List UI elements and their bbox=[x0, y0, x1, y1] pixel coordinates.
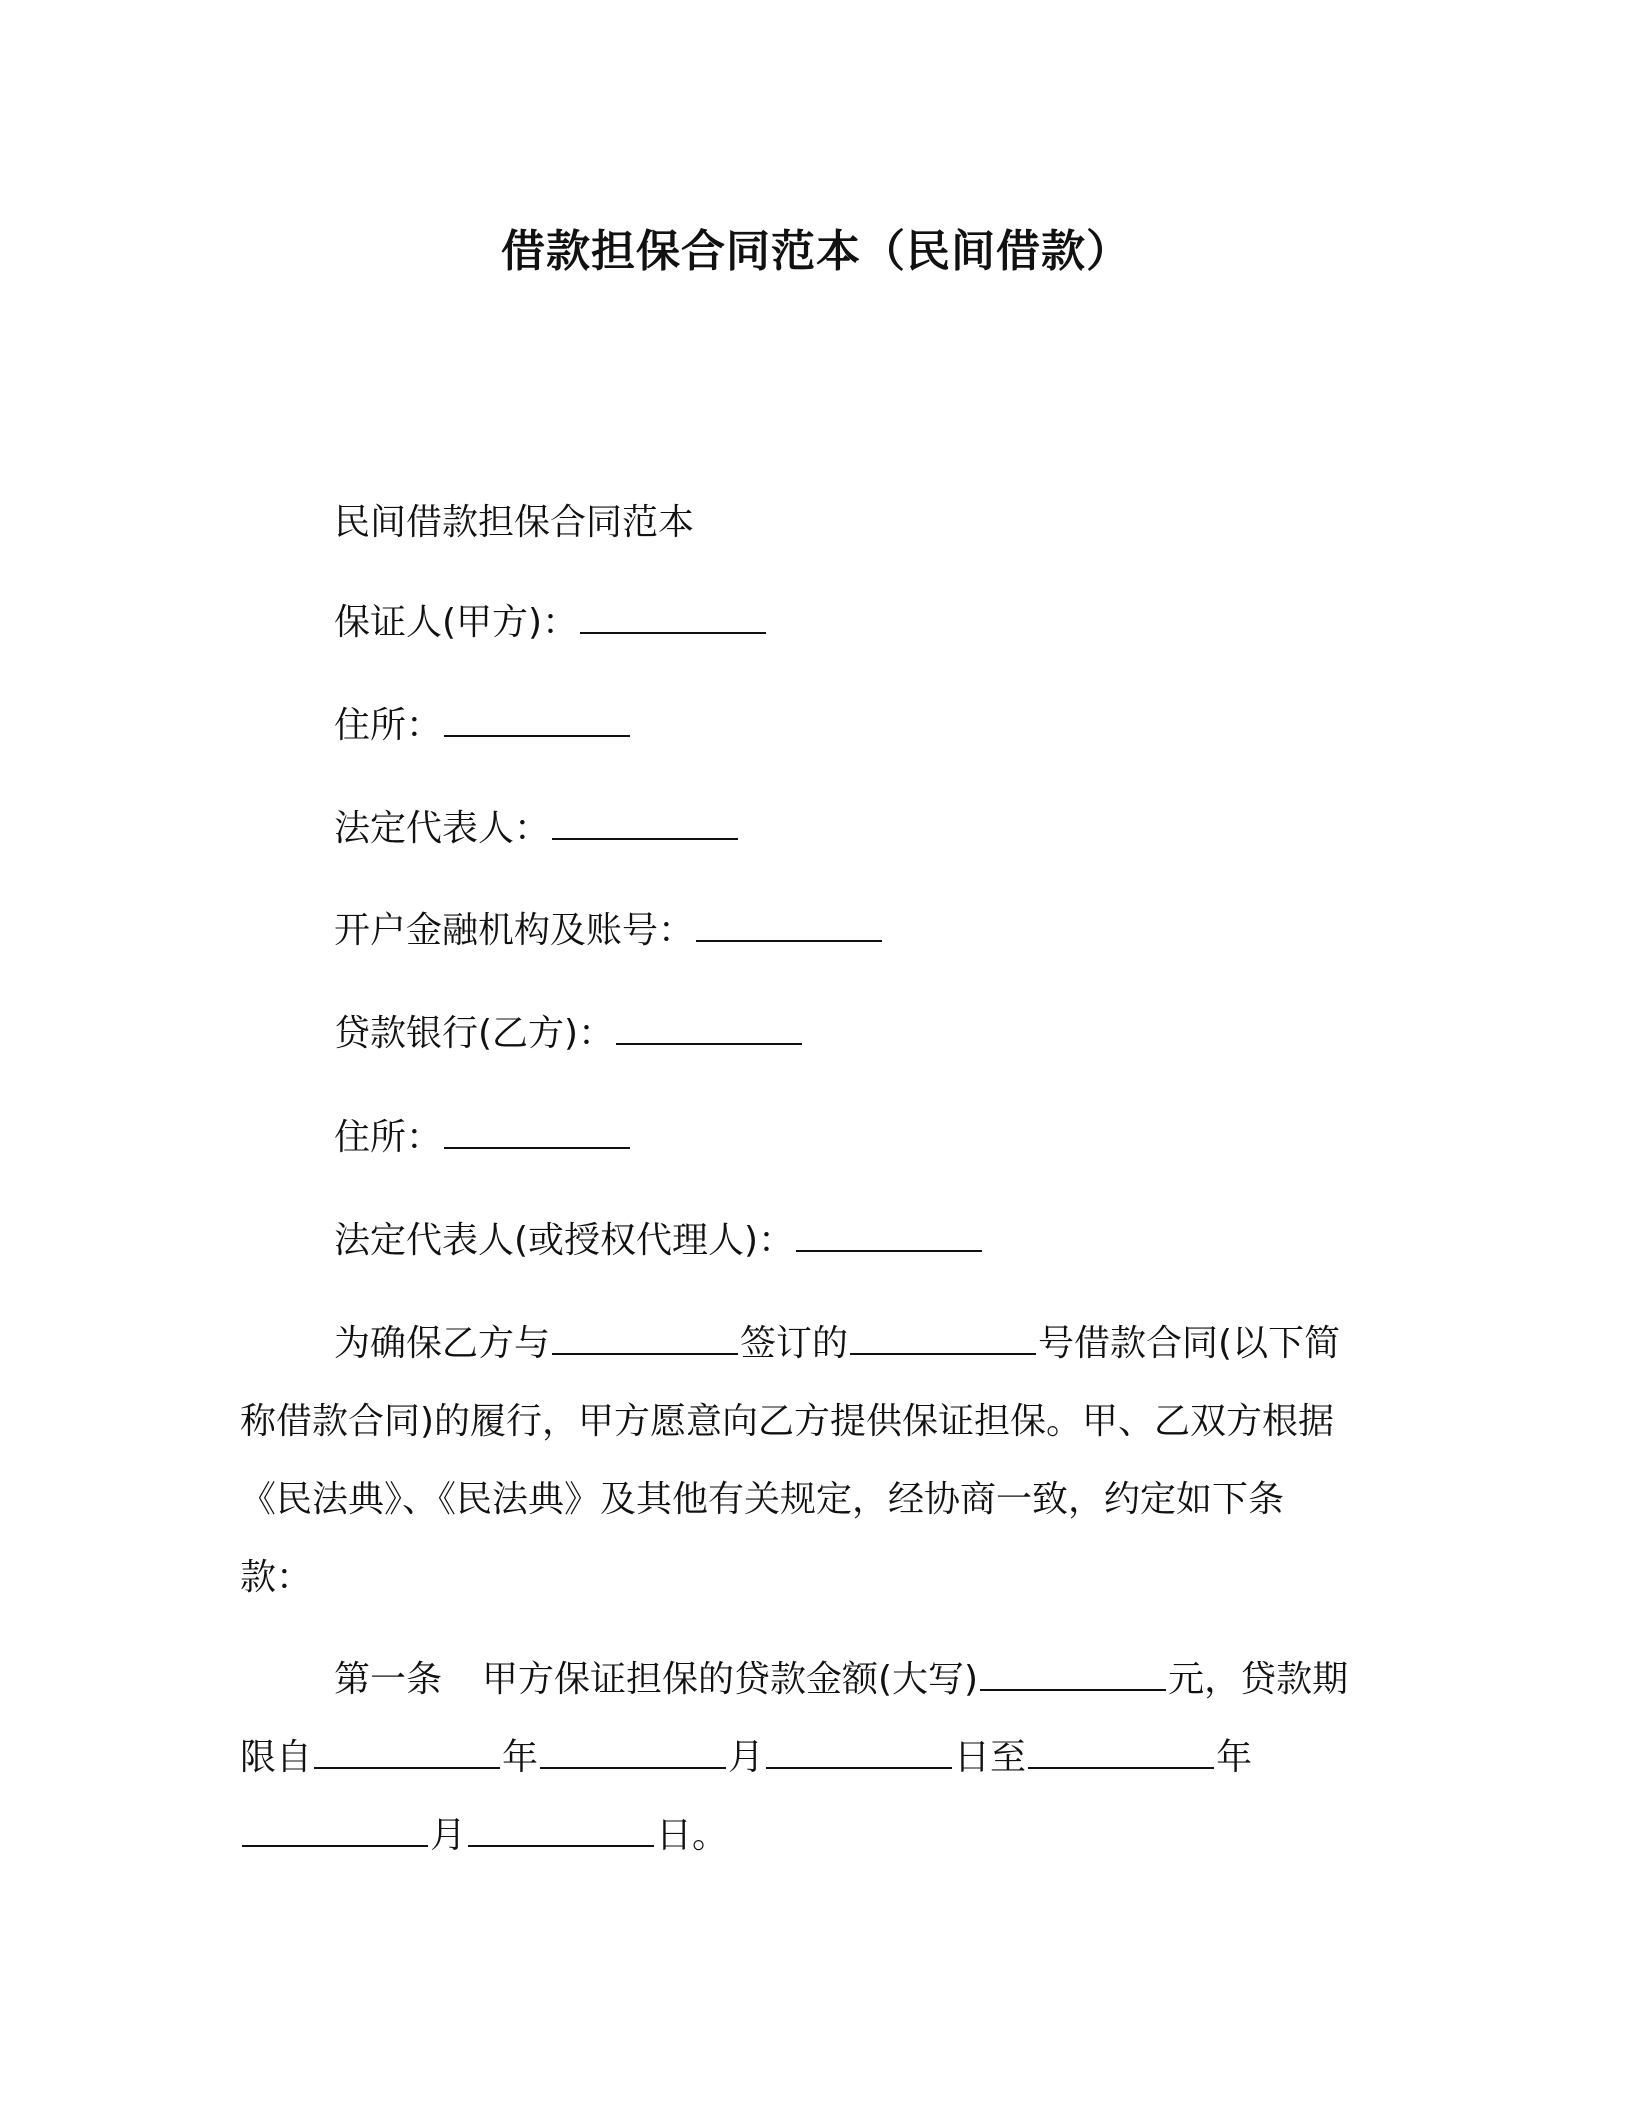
fill-blank[interactable] bbox=[540, 1737, 726, 1769]
field-label: 住所： bbox=[334, 1117, 443, 1158]
fill-blank[interactable] bbox=[468, 1815, 654, 1847]
fill-blank[interactable] bbox=[980, 1659, 1166, 1691]
text-run: 签订的 bbox=[740, 1323, 849, 1364]
article-heading: 第一条 bbox=[334, 1659, 443, 1700]
fill-blank[interactable] bbox=[242, 1815, 428, 1847]
field-bank-address bbox=[334, 1113, 632, 1163]
field-guarantor-address bbox=[334, 701, 632, 751]
text-run: 日至 bbox=[954, 1737, 1027, 1778]
fill-blank[interactable] bbox=[552, 808, 738, 840]
field-lending-bank bbox=[334, 1009, 804, 1059]
field-bank-representative bbox=[334, 1216, 984, 1266]
fill-blank[interactable] bbox=[766, 1737, 952, 1769]
subtitle-text: 民间借款担保合同范本 bbox=[334, 502, 695, 543]
paragraph-line bbox=[240, 1797, 1370, 1875]
fill-blank[interactable] bbox=[314, 1737, 500, 1769]
fill-blank[interactable] bbox=[796, 1220, 982, 1252]
fill-blank[interactable] bbox=[1028, 1737, 1214, 1769]
field-label: 住所： bbox=[334, 705, 443, 746]
field-legal-representative bbox=[334, 804, 740, 854]
paragraph-line: 《民法典》、《民法典》及其他有关规定，经协商一致，约定如下条 bbox=[240, 1479, 1285, 1520]
text-run: 限自 bbox=[240, 1737, 313, 1778]
text-run: 年 bbox=[502, 1737, 539, 1778]
fill-blank[interactable] bbox=[616, 1013, 802, 1045]
field-label: 保证人(甲方)： bbox=[334, 602, 579, 643]
paragraph-line: 款： bbox=[240, 1557, 313, 1598]
fill-blank[interactable] bbox=[444, 705, 630, 737]
field-label: 法定代表人(或授权代理人)： bbox=[334, 1220, 795, 1261]
text-run: 日。 bbox=[656, 1815, 729, 1856]
text-run: 月 bbox=[728, 1737, 765, 1778]
field-bank-account bbox=[334, 906, 884, 956]
field-label: 法定代表人： bbox=[334, 808, 551, 849]
field-label: 开户金融机构及账号： bbox=[334, 910, 695, 951]
text-run: 为确保乙方与 bbox=[334, 1323, 551, 1364]
text-run: 甲方保证担保的贷款金额(大写) bbox=[482, 1659, 979, 1700]
fill-blank[interactable] bbox=[850, 1323, 1036, 1355]
text-run: 号借款合同(以下简 bbox=[1038, 1323, 1341, 1364]
fill-blank[interactable] bbox=[552, 1323, 738, 1355]
fill-blank[interactable] bbox=[444, 1117, 630, 1149]
text-run: 月 bbox=[430, 1815, 467, 1856]
field-label: 贷款银行(乙方)： bbox=[334, 1013, 615, 1054]
article-1 bbox=[240, 1641, 1370, 1875]
text-run: 年 bbox=[1216, 1737, 1253, 1778]
fill-blank[interactable] bbox=[696, 910, 882, 942]
subtitle bbox=[334, 498, 694, 548]
paragraph-line bbox=[240, 1719, 1370, 1797]
intro-paragraph bbox=[240, 1305, 1370, 1617]
fill-blank[interactable] bbox=[580, 602, 766, 634]
field-guarantor bbox=[334, 598, 768, 648]
paragraph-line bbox=[240, 1641, 1370, 1719]
document-title: 借款担保合同范本（民间借款） bbox=[501, 226, 1131, 277]
paragraph-line bbox=[240, 1305, 1370, 1383]
text-run: 元，贷款期 bbox=[1168, 1659, 1349, 1700]
paragraph-line: 称借款合同)的履行，甲方愿意向乙方提供保证担保。甲、乙双方根据 bbox=[240, 1401, 1335, 1442]
